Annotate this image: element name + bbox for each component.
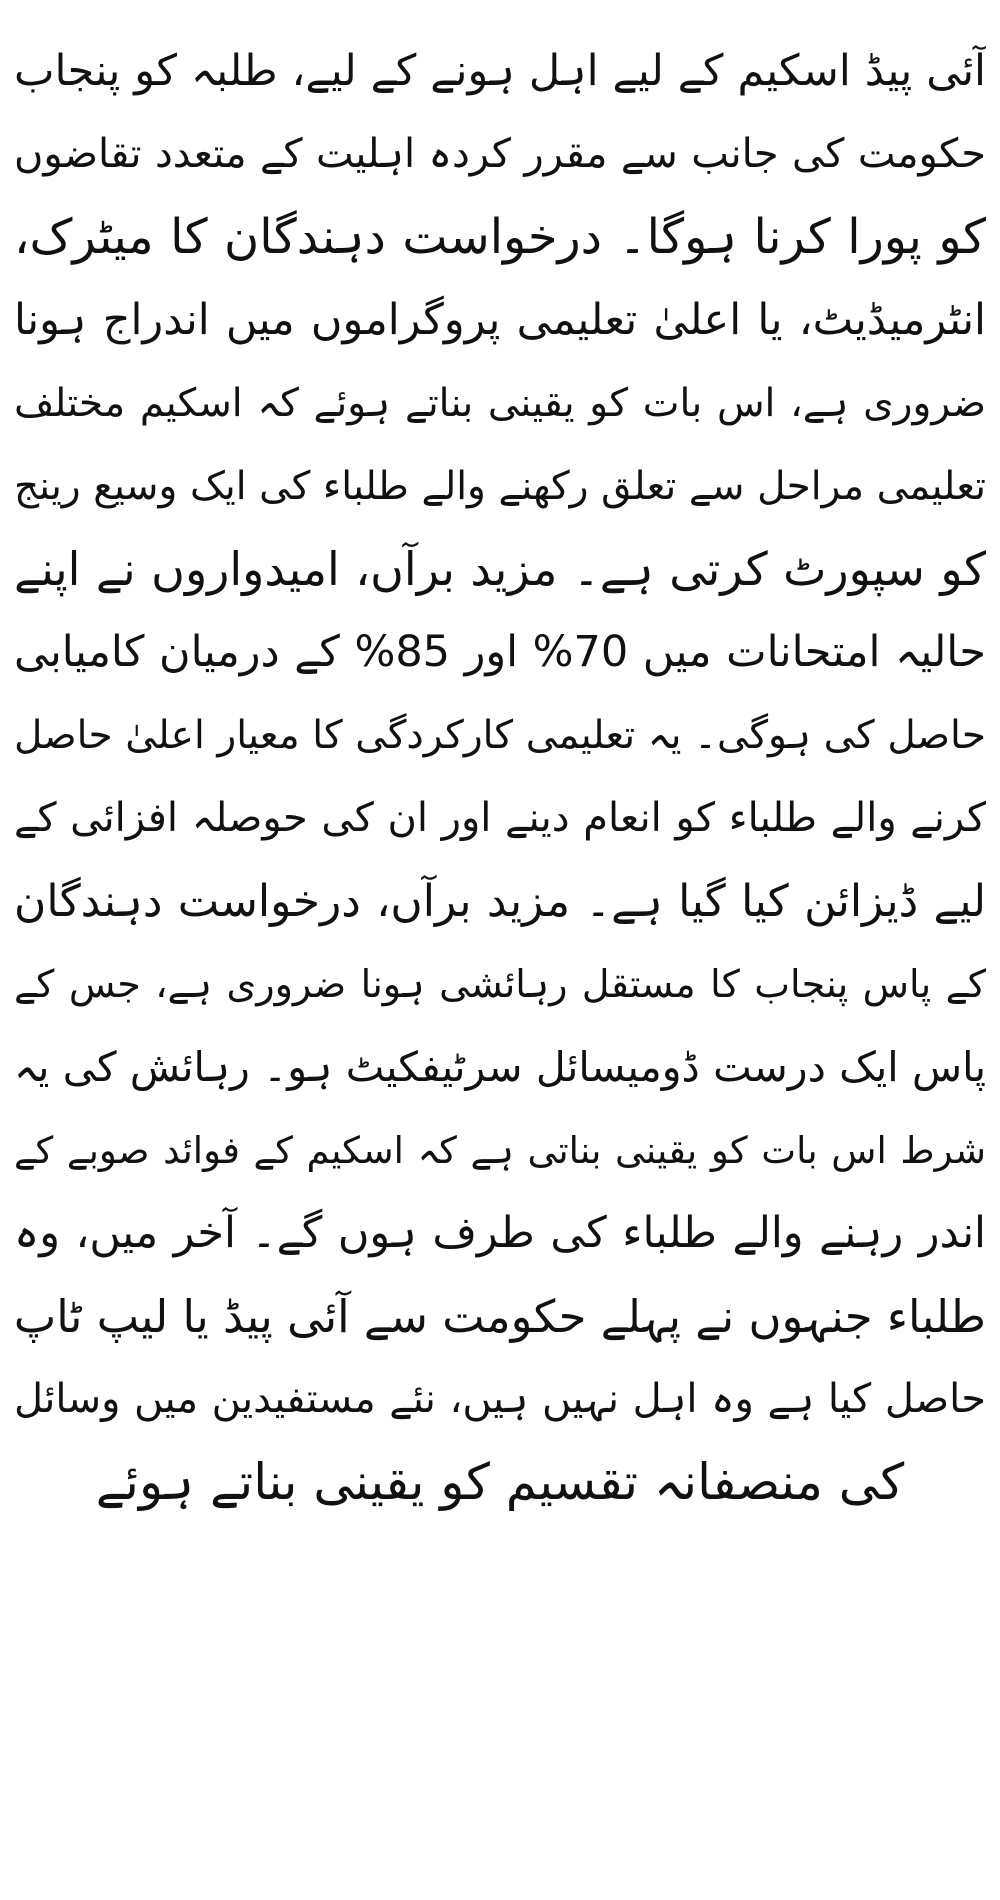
text-line-10: کرنے والے طلباء کو انعام دینے اور ان کی حوصلہ افزائی کے: [14, 795, 986, 841]
text-line-16: طلباء جنہوں نے پہلے حکومت سے آئی پیڈ یا لیپ ٹاپ: [14, 1290, 986, 1343]
text-line-5: ضروری ہے، اس بات کو یقینی بناتے ہوئے کہ اسکیم مختلف: [14, 381, 986, 426]
text-line-18: کی منصفانہ تقسیم کو یقینی بناتے ہوئے: [95, 1453, 905, 1511]
text-line-11: لیے ڈیزائن کیا گیا ہے۔ مزید برآں، درخواست دہندگان: [14, 876, 986, 927]
text-line-17: حاصل کیا ہے وہ اہل نہیں ہیں، نئے مستفیدین میں وسائل: [14, 1376, 986, 1422]
text-line-1: آئی پیڈ اسکیم کے لیے اہل ہونے کے لیے، طلبہ کو پنجاب: [14, 46, 986, 96]
text-line-12: کے پاس پنجاب کا مستقل رہائشی ہونا ضروری ہے، جس کے: [14, 962, 986, 1006]
text-line-2: حکومت کی جانب سے مقرر کردہ اہلیت کے متعدد تقاضوں: [14, 131, 986, 177]
text-line-14: شرط اس بات کو یقینی بناتی ہے کہ اسکیم کے فوائد صوبے کے: [14, 1129, 986, 1172]
article-body: [14, 30, 986, 1524]
text-line-15: اندر رہنے والے طلباء کی طرف ہوں گے۔ آخر میں، وہ: [14, 1208, 986, 1258]
text-line-6: تعلیمی مراحل سے تعلق رکھنے والے طلباء کی ایک وسیع رینج: [14, 464, 986, 509]
text-line-4: انٹرمیڈیٹ، یا اعلیٰ تعلیمی پروگراموں میں اندراج ہونا: [14, 295, 986, 345]
text-line-9: حاصل کی ہوگی۔ یہ تعلیمی کارکردگی کا معیار اعلیٰ حاصل: [14, 713, 986, 758]
text-line-3: کو پورا کرنا ہوگا۔ درخواست دہندگان کا میٹرک،: [14, 209, 986, 265]
text-line-7: کو سپورٹ کرتی ہے۔ مزید برآں، امیدواروں نے اپنے: [14, 542, 986, 596]
text-line-8: حالیہ امتحانات میں 70% اور 85% کے درمیان کامیابی: [14, 627, 986, 677]
text-line-13: پاس ایک درست ڈومیسائل سرٹیفکیٹ ہو۔ رہائش کی یہ: [14, 1043, 986, 1091]
